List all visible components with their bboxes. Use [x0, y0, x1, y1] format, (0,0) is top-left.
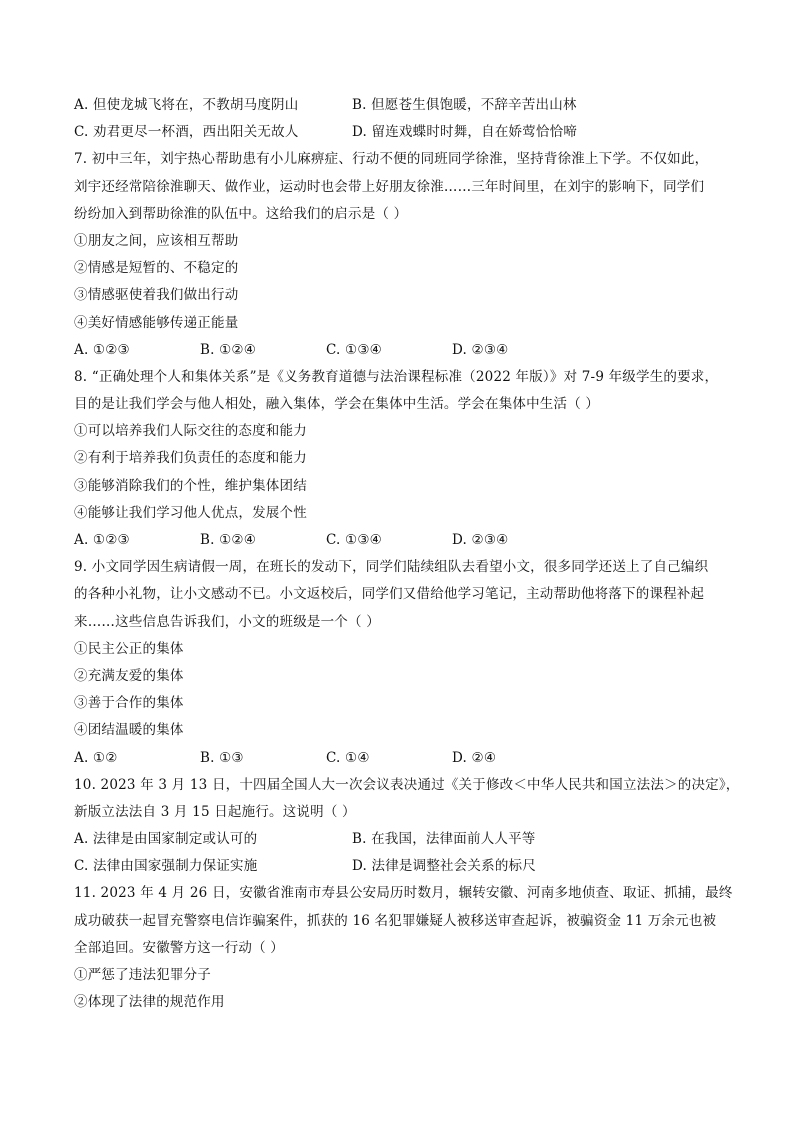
text-line: ④团结温暖的集体	[74, 722, 184, 739]
text-line: ④能够让我们学习他人优点，发展个性	[74, 504, 307, 521]
answer-option: B. 在我国，法律面前人人平等	[352, 831, 536, 848]
answer-options-row	[74, 826, 734, 853]
answer-option: C. ①③④	[326, 341, 382, 358]
text-line: ③情感驱使着我们做出行动	[74, 287, 239, 304]
text-line: 成功破获一起冒充警察电信诈骗案件，抓获的 16 名犯罪嫌疑人被移送审查起诉，被骗资金 11 万余元也被	[74, 912, 717, 929]
text-line: 的各种小礼物，让小文感动不已。小文返校后，同学们又借给他学习笔记，主动帮助他将落下的课程补起	[74, 586, 705, 603]
answer-option: B. ①③	[200, 749, 244, 766]
answer-option: C. ①④	[326, 749, 370, 766]
text-line: 刘宇还经常陪徐淮聊天、做作业，运动时也会带上好朋友徐淮……三年时间里，在刘宇的影响下，同学们	[74, 178, 705, 195]
text-line: ①严惩了违法犯罪分子	[74, 967, 211, 983]
answer-option: B. ①②④	[200, 532, 257, 548]
text-line: ①可以培养我们人际交往的态度和能力	[74, 423, 307, 440]
text-line: 8. “正确处理个人和集体关系”是《义务教育道德与法治课程标准（2022 年版）》对 7-9 年级学生的要求，	[74, 368, 719, 385]
answer-option: C. 劝君更尽一杯酒，西出阳关无故人	[74, 124, 299, 141]
answer-option: D. 法律是调整社会关系的标尺	[352, 858, 536, 875]
text-line: ①民主公正的集体	[74, 640, 184, 657]
answer-option: D. ②③④	[452, 341, 509, 358]
answer-option: A. 法律是由国家制定或认可的	[74, 831, 258, 848]
question-content	[74, 92, 740, 1016]
answer-option: D. ②③④	[452, 532, 509, 548]
text-line: 新版立法法自 3 月 15 日起施行。这说明（ ）	[74, 803, 356, 820]
answer-option: C. ①③④	[326, 532, 382, 548]
text-line: 全部追回。安徽警方这一行动（ ）	[74, 939, 284, 956]
answer-option: D. ②④	[452, 749, 497, 766]
answer-option: C. 法律由国家强制力保证实施	[74, 858, 258, 875]
text-line: ①朋友之间，应该相互帮助	[74, 232, 239, 249]
answer-options-row	[74, 853, 734, 880]
text-line: 目的是让我们学会与他人相处，融入集体，学会在集体中生活。学会在集体中生活（ ）	[74, 396, 600, 413]
answer-options-row	[74, 337, 734, 364]
text-line: 来……这些信息告诉我们，小文的班级是一个（ ）	[74, 613, 380, 630]
text-line: 9. 小文同学因生病请假一周，在班长的发动下，同学们陆续组队去看望小文，很多同学还送上了自己编织	[74, 559, 709, 576]
answer-options-row	[74, 119, 734, 146]
answer-options-row	[74, 745, 734, 772]
answer-options-row	[74, 92, 734, 119]
answer-option: B. 但愿苍生俱饱暖，不辞辛苦出山林	[352, 97, 577, 113]
text-line: 11. 2023 年 4 月 26 日，安徽省淮南市寿县公安局历时数月，辗转安徽、河南多地侦查、取证、抓捕，最终	[74, 885, 733, 902]
answer-option: A. 但使龙城飞将在，不教胡马度阴山	[74, 97, 299, 113]
text-line: ②体现了法律的规范作用	[74, 994, 225, 1011]
text-line: ②情感是短暂的、不稳定的	[74, 260, 239, 277]
answer-option: B. ①②④	[200, 341, 257, 358]
answer-option: A. ①②③	[74, 532, 130, 548]
text-line: 纷纷加入到帮助徐淮的队伍中。这给我们的启示是（ ）	[74, 205, 408, 222]
answer-options-row	[74, 527, 734, 554]
text-line: 10. 2023 年 3 月 13 日，十四届全国人大一次会议表决通过《关于修改＜中华人民共和国立法法＞的决定》，	[74, 776, 740, 793]
text-line: ③能够消除我们的个性，维护集体团结	[74, 477, 307, 494]
answer-option: D. 留连戏蝶时时舞，自在娇莺恰恰啼	[352, 124, 578, 141]
text-line: ④美好情感能够传递正能量	[74, 314, 239, 331]
answer-option: A. ①②	[74, 749, 118, 766]
text-line: ②充满友爱的集体	[74, 667, 184, 684]
answer-option: A. ①②③	[74, 341, 130, 358]
text-line: ③善于合作的集体	[74, 695, 184, 712]
text-line: ②有利于培养我们负责任的态度和能力	[74, 450, 307, 467]
text-line: 7. 初中三年，刘宇热心帮助患有小儿麻痹症、行动不便的同班同学徐淮，坚持背徐淮上下学。不仅如此，	[74, 151, 709, 168]
